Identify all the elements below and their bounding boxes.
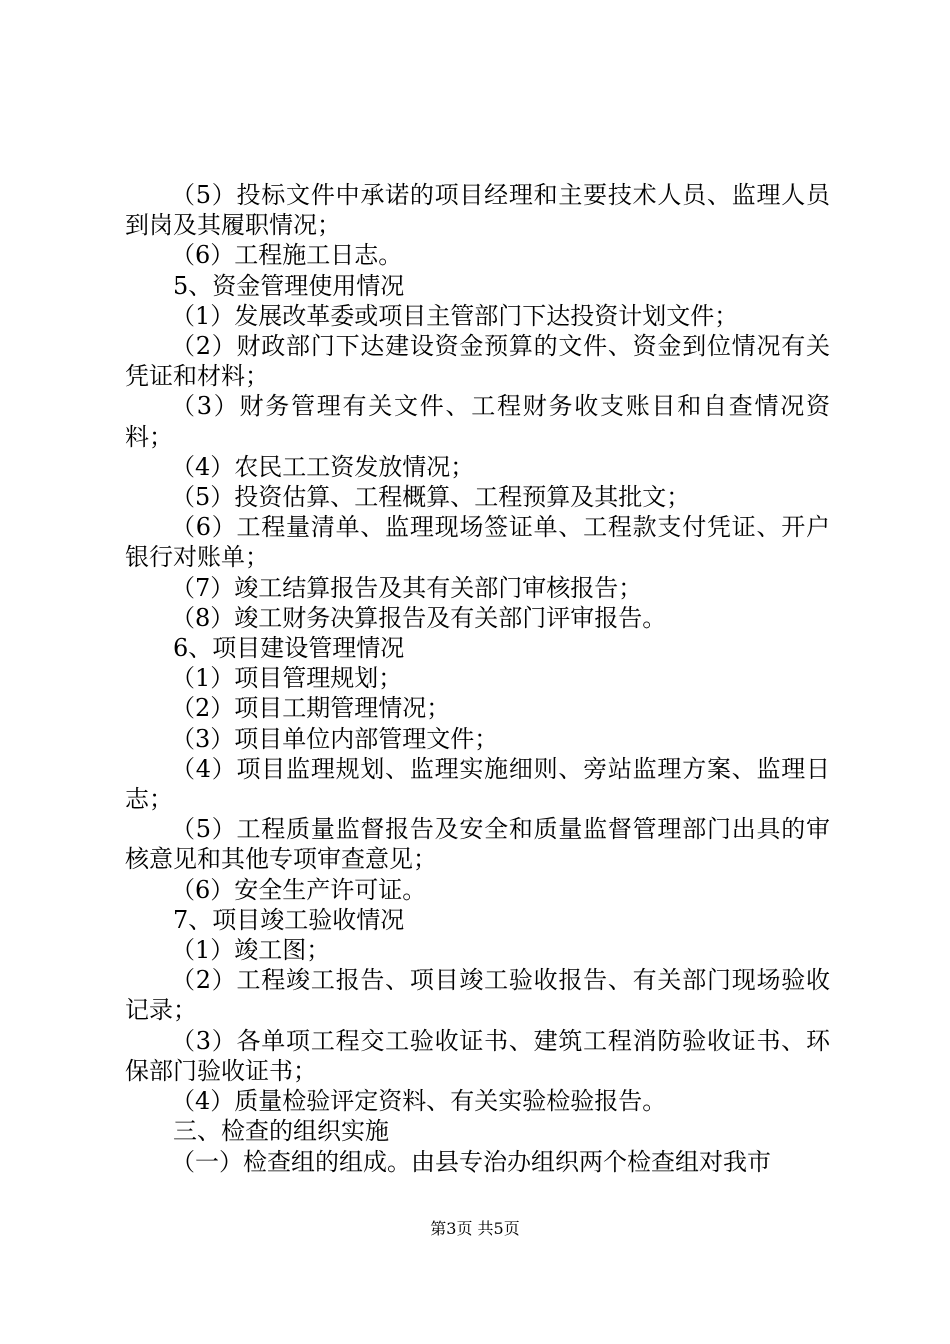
paragraph-2: （6）工程施工日志。 bbox=[171, 241, 403, 270]
paragraph-18: （2）工程竣工报告、项目竣工验收报告、有关部门现场验收记录； bbox=[125, 966, 830, 1025]
paragraph-6: （4）农民工工资发放情况； bbox=[171, 452, 475, 481]
section-heading-6: 6、项目建设管理情况 bbox=[173, 634, 405, 663]
document-body bbox=[125, 180, 830, 1177]
section-heading-5: 5、资金管理使用情况 bbox=[173, 271, 405, 300]
paragraph-3: （1）发展改革委或项目主管部门下达投资计划文件； bbox=[171, 301, 739, 330]
paragraph-15: （5）工程质量监督报告及安全和质量监督管理部门出具的审核意见和其他专项审查意见； bbox=[125, 815, 830, 874]
paragraph-16: （6）安全生产许可证。 bbox=[171, 875, 427, 904]
section-heading-3: 三、检查的组织实施 bbox=[173, 1117, 389, 1146]
paragraph-19: （3）各单项工程交工验收证书、建筑工程消防验收证书、环保部门验收证书； bbox=[125, 1026, 830, 1085]
paragraph-14: （4）项目监理规划、监理实施细则、旁站监理方案、监理日志； bbox=[125, 754, 830, 814]
paragraph-4: （2）财政部门下达建设资金预算的文件、资金到位情况有关凭证和材料； bbox=[125, 332, 830, 391]
paragraph-12: （2）项目工期管理情况； bbox=[171, 694, 451, 723]
paragraph-1: （5）投标文件中承诺的项目经理和主要技术人员、监理人员到岗及其履职情况； bbox=[125, 181, 830, 240]
paragraph-7: （5）投资估算、工程概算、工程预算及其批文； bbox=[171, 483, 691, 512]
paragraph-10: （8）竣工财务决算报告及有关部门评审报告。 bbox=[171, 603, 667, 632]
paragraph-20: （4）质量检验评定资料、有关实验检验报告。 bbox=[171, 1087, 667, 1116]
paragraph-5: （3）财务管理有关文件、工程财务收支账目和自查情况资料； bbox=[125, 392, 830, 451]
section-heading-7: 7、项目竣工验收情况 bbox=[173, 905, 405, 934]
paragraph-11: （1）项目管理规划； bbox=[171, 664, 403, 693]
paragraph-9: （7）竣工结算报告及其有关部门审核报告； bbox=[171, 573, 643, 602]
paragraph-21: （一）检查组的组成。由县专治办组织两个检查组对我市 bbox=[171, 1147, 771, 1176]
paragraph-17: （1）竣工图； bbox=[171, 936, 331, 965]
paragraph-8: （6）工程量清单、监理现场签证单、工程款支付凭证、开户银行对账单； bbox=[125, 513, 830, 572]
paragraph-13: （3）项目单位内部管理文件； bbox=[171, 724, 499, 753]
page-number: 第3页 共5页 bbox=[430, 1219, 520, 1238]
